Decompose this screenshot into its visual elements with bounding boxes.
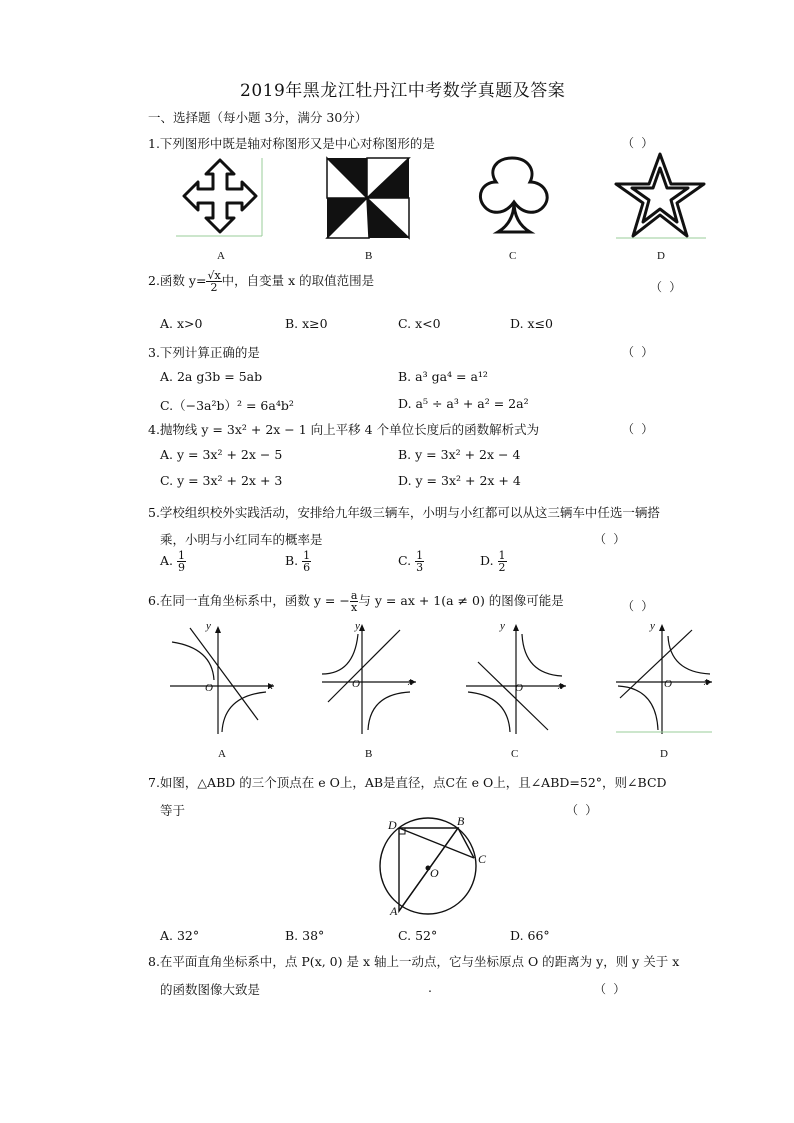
q2-fraction xyxy=(206,270,221,293)
q6-graph-b-x-label: x xyxy=(408,676,413,688)
q1-label-a: A xyxy=(217,250,225,262)
q2-stem-post: 中，自变量 x 的取值范围是 xyxy=(221,273,375,288)
q5-option-c-label: C. xyxy=(398,553,412,568)
q6-answer-blank: （ ） xyxy=(622,599,654,613)
q5-option-a-fraction xyxy=(177,550,186,573)
q6-graph-a-x-label: x xyxy=(268,680,273,692)
q7-option-c: C. 52° xyxy=(398,928,438,943)
q6-graph-c-y-label: y xyxy=(500,620,505,632)
q6-stem xyxy=(148,590,564,613)
q5-option-d-fraction xyxy=(498,550,507,573)
q6-label-b: B xyxy=(365,748,373,760)
q2-option-d: D. x≤0 xyxy=(510,316,553,331)
q6-denominator: x xyxy=(351,601,358,614)
q2-option-c: C. x<0 xyxy=(398,316,441,331)
q5-stem-line2: 乘，小明与小红同车的概率是 xyxy=(160,532,323,547)
q6-graph-c-origin: O xyxy=(515,682,523,694)
q3-option-d: D. a⁵ ÷ a³ + a² = 2a² xyxy=(398,396,529,411)
q3-option-b: B. a³ ga⁴ = a¹² xyxy=(398,369,488,384)
q7-point-o: O xyxy=(430,866,439,880)
q6-graph-a-y-label: y xyxy=(206,620,211,632)
q2-denominator: 2 xyxy=(210,281,218,294)
section-heading: 一、选择题（每小题 3分，满分 30分） xyxy=(148,110,368,125)
q5-option-a xyxy=(160,550,186,573)
q2-option-b: B. x≥0 xyxy=(285,316,328,331)
q5-option-b-fraction xyxy=(302,550,311,573)
q6-stem-post: 与 y = ax + 1(a ≠ 0) 的图像可能是 xyxy=(358,593,564,608)
q7-point-b: B xyxy=(457,814,465,828)
q7-stem-line2: 等于 xyxy=(160,803,186,818)
q4-answer-blank: （ ） xyxy=(622,422,654,436)
q4-option-b: B. y = 3x² + 2x − 4 xyxy=(398,447,521,462)
q4-option-d: D. y = 3x² + 2x + 4 xyxy=(398,473,521,488)
q1-answer-blank: （ ） xyxy=(622,136,654,150)
q1-label-d: D xyxy=(657,250,665,262)
q7-stem-line1: 7.如图，△ABD 的三个顶点在 e O上，AB是直径，点C在 e O上，且∠ABD=52°，则∠BCD xyxy=(148,775,667,790)
q5-option-d xyxy=(480,550,507,573)
q5-option-a-den: 9 xyxy=(178,561,185,574)
q7-point-c: C xyxy=(478,852,487,866)
q6-graph-b xyxy=(318,622,422,738)
q5-option-c xyxy=(398,550,424,573)
q6-graph-d-origin: O xyxy=(664,678,672,690)
q8-answer-blank: （ ） xyxy=(594,982,626,996)
q8-stem-line2: 的函数图像大致是 xyxy=(160,982,261,997)
q6-stem-pre: 6.在同一直角坐标系中，函数 y = − xyxy=(148,593,350,608)
q6-label-d: D xyxy=(660,748,668,760)
q5-option-d-label: D. xyxy=(480,553,494,568)
q5-stem-line1: 5.学校组织校外实践活动，安排给九年级三辆车，小明与小红都可以从这三辆车中任选一辆搭 xyxy=(148,505,660,520)
q5-option-b-den: 6 xyxy=(303,561,311,574)
q8-dot: . xyxy=(428,980,432,995)
q5-answer-blank: （ ） xyxy=(594,532,626,546)
q1-figure-a-cross-arrows xyxy=(176,156,266,240)
q6-graph-b-origin: O xyxy=(352,678,360,690)
q5-option-a-label: A. xyxy=(160,553,174,568)
q5-option-c-fraction xyxy=(415,550,424,573)
q4-option-c: C. y = 3x² + 2x + 3 xyxy=(160,473,283,488)
q5-option-c-den: 3 xyxy=(416,561,424,574)
q7-answer-blank: （ ） xyxy=(566,803,598,817)
q6-graph-c-x-label: x xyxy=(558,680,563,692)
q5-option-b-label: B. xyxy=(285,553,299,568)
q7-point-d: D xyxy=(388,818,397,832)
q2-stem xyxy=(148,270,374,293)
q2-answer-blank: （ ） xyxy=(650,280,682,294)
q5-option-b xyxy=(285,550,311,573)
q7-point-a: A xyxy=(390,904,398,918)
q1-label-b: B xyxy=(365,250,373,262)
q6-numerator: a xyxy=(350,589,358,602)
q2-stem-pre: 2.函数 y= xyxy=(148,273,207,288)
q2-option-a: A. x>0 xyxy=(160,316,203,331)
q8-stem-line1: 8.在平面直角坐标系中，点 P(x, 0) 是 x 轴上一动点，它与坐标原点 O 的距离为 y，则 y 关于 x xyxy=(148,954,680,969)
q2-numerator: √x xyxy=(207,269,221,282)
q1-label-c: C xyxy=(509,250,517,262)
q5-option-b-num: 1 xyxy=(303,549,311,562)
q6-label-c: C xyxy=(511,748,519,760)
q3-stem: 3.下列计算正确的是 xyxy=(148,345,260,360)
q7-option-a: A. 32° xyxy=(160,928,200,943)
q3-option-c: C.（−3a²b）² = 6a⁴b² xyxy=(160,398,294,413)
q4-option-a: A. y = 3x² + 2x − 5 xyxy=(160,447,283,462)
q5-option-a-num: 1 xyxy=(178,549,185,562)
q6-graph-b-y-label: y xyxy=(355,620,360,632)
q6-graph-d-x-label: x xyxy=(704,676,709,688)
q1-figure-c-club xyxy=(474,154,554,238)
q5-option-d-den: 2 xyxy=(498,561,506,574)
q3-option-a: A. 2a g3b = 5ab xyxy=(160,369,263,384)
q4-stem: 4.抛物线 y = 3x² + 2x − 1 向上平移 4 个单位长度后的函数解析式为 xyxy=(148,422,540,437)
q5-option-c-num: 1 xyxy=(416,549,424,562)
q6-graph-a xyxy=(166,622,280,738)
q3-answer-blank: （ ） xyxy=(622,345,654,359)
q1-figure-b-pinwheel xyxy=(323,156,413,240)
q1-stem: 1.下列图形中既是轴对称图形又是中心对称图形的是 xyxy=(148,136,435,151)
q6-graph-d-y-label: y xyxy=(650,620,655,632)
q7-option-b: B. 38° xyxy=(285,928,325,943)
q6-graph-a-origin: O xyxy=(205,682,213,694)
q7-option-d: D. 66° xyxy=(510,928,550,943)
q1-figure-d-star xyxy=(614,152,710,240)
q6-label-a: A xyxy=(218,748,226,760)
q5-option-d-num: 1 xyxy=(498,549,506,562)
page-title: 2019年黑龙江牡丹江中考数学真题及答案 xyxy=(240,81,566,101)
q6-graph-c xyxy=(462,622,572,738)
